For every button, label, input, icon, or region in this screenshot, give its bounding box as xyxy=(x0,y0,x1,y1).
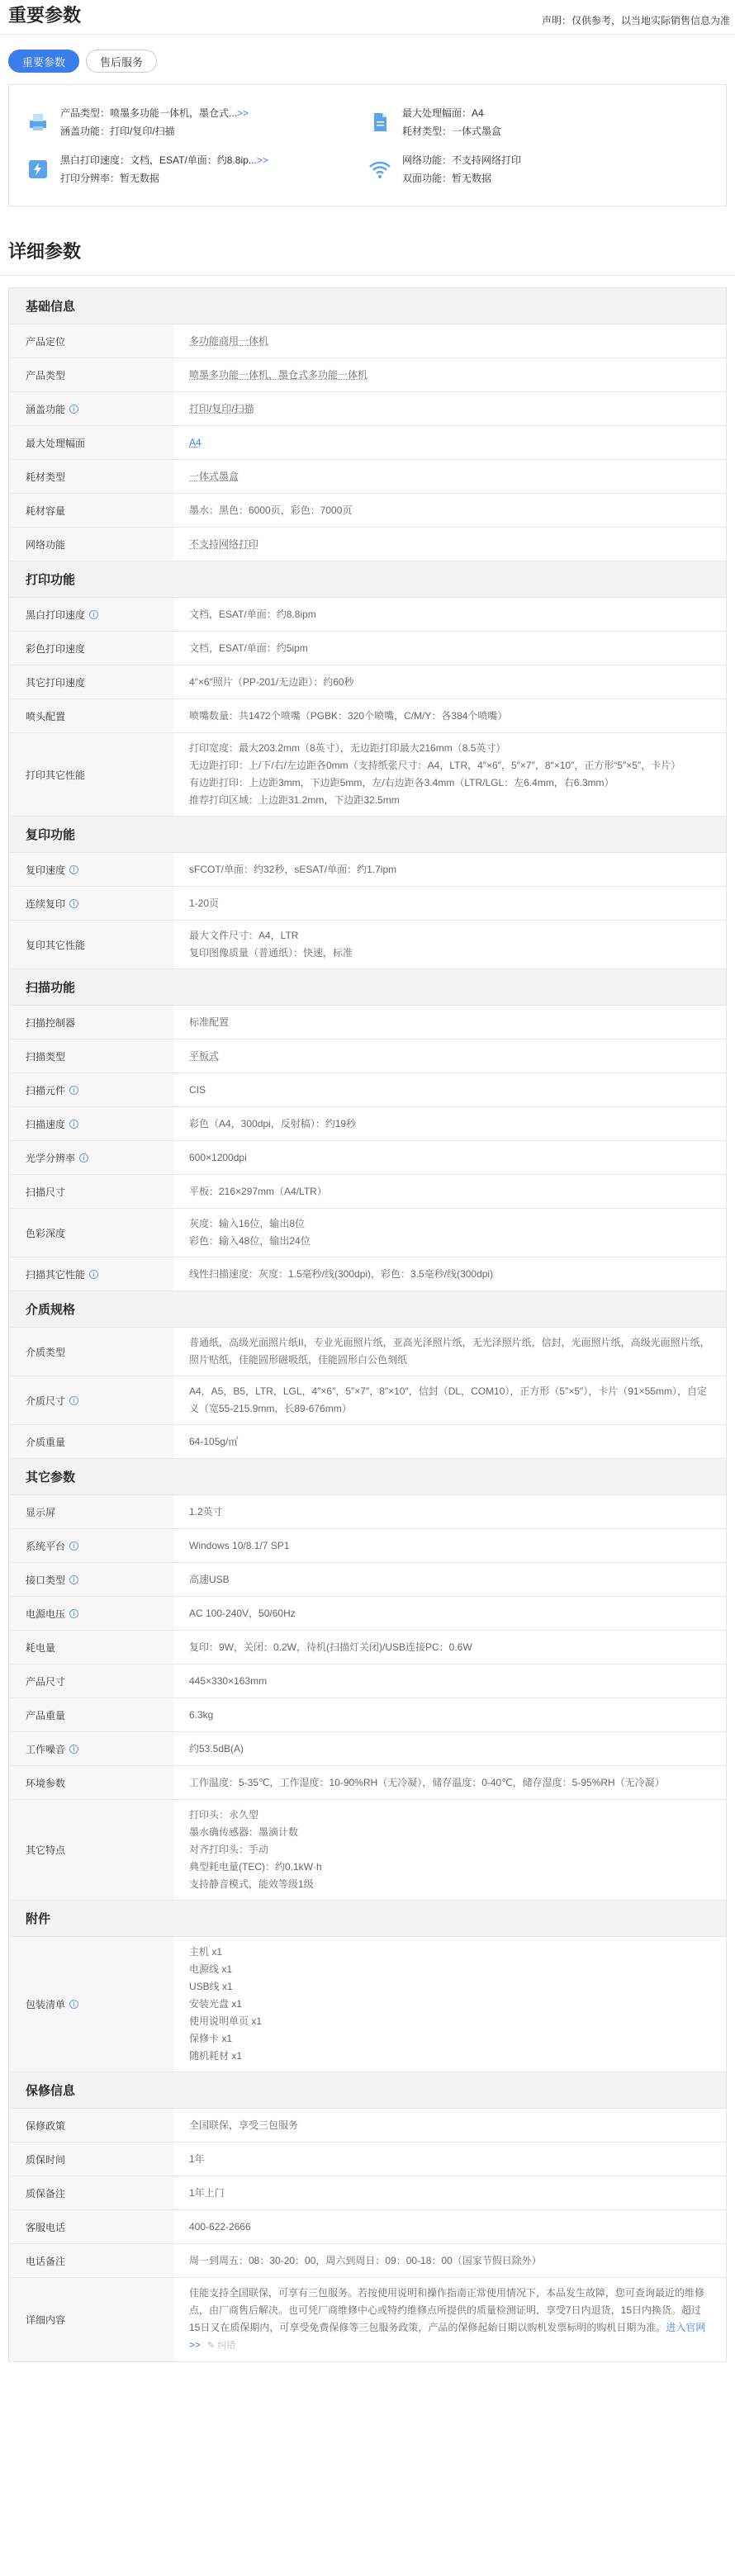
page-title: 重要参数 xyxy=(8,5,82,26)
param-row xyxy=(9,528,726,561)
param-label xyxy=(9,1107,174,1140)
summary-panel xyxy=(8,84,727,206)
param-row xyxy=(9,1495,726,1529)
info-icon[interactable]: i xyxy=(69,1086,78,1095)
param-label xyxy=(9,1698,174,1731)
info-icon[interactable]: i xyxy=(69,899,78,908)
param-value xyxy=(174,2109,726,2142)
param-label xyxy=(9,1937,174,2072)
param-value-line: 有边距打印：上边距3mm，下边距5mm，左/右边距各3.4mm（LTR/LGL：左6.4mm，右6.3mm） xyxy=(189,777,614,788)
param-label-text: 喷头配置 xyxy=(26,710,66,722)
param-label xyxy=(9,2278,174,2361)
param-row xyxy=(9,1597,726,1631)
param-label xyxy=(9,1766,174,1799)
report-error-link[interactable] xyxy=(207,2341,235,2351)
param-label-text: 工作噪音 xyxy=(26,1743,66,1755)
param-label xyxy=(9,460,174,493)
param-value-line[interactable]: 打印/复印/扫描 xyxy=(189,402,254,414)
param-value-line: 使用说明单页 x1 xyxy=(189,2015,263,2027)
param-row xyxy=(9,2244,726,2278)
param-value xyxy=(174,1529,726,1562)
tab-after-sales[interactable]: 售后服务 xyxy=(86,50,157,73)
param-value-line[interactable]: A4 xyxy=(189,436,202,448)
param-label-text: 耗材类型 xyxy=(26,471,66,483)
param-label xyxy=(9,2176,174,2209)
param-row xyxy=(9,494,726,528)
top-header xyxy=(0,0,735,35)
param-value-line: 445×330×163mm xyxy=(189,1674,268,1687)
param-value xyxy=(174,1107,726,1140)
param-value-line: 1年 xyxy=(189,2152,205,2165)
summary-resolution-text: 打印分辨率：暂无数据 xyxy=(60,173,160,184)
param-value xyxy=(174,1597,726,1630)
summary-item-network xyxy=(368,145,709,192)
info-icon[interactable]: i xyxy=(79,1153,88,1163)
param-label-text: 接口类型 xyxy=(26,1574,66,1586)
param-value xyxy=(174,2143,726,2176)
param-row xyxy=(9,1766,726,1800)
param-label-text: 耗电量 xyxy=(26,1641,56,1654)
param-value xyxy=(174,665,726,698)
param-value-line: 复印图像质量（普通纸）：快速，标准 xyxy=(189,947,353,959)
param-value-line: 打印头：永久型 xyxy=(189,1809,259,1821)
param-label xyxy=(9,1425,174,1458)
summary-type-text: 产品类型：喷墨多功能一体机，墨仓式... xyxy=(60,107,238,119)
param-value-line: 推荐打印区域：上边距31.2mm，下边距32.5mm xyxy=(189,794,400,806)
param-row xyxy=(9,1073,726,1107)
param-label-text: 环境参数 xyxy=(26,1777,66,1789)
param-label xyxy=(9,1529,174,1562)
param-label-text: 质保备注 xyxy=(26,2187,66,2200)
param-label xyxy=(9,392,174,425)
param-value-line: 安装光盘 x1 xyxy=(189,1998,243,2010)
param-value-line[interactable]: 一体式墨盒 xyxy=(189,470,239,482)
param-value-line: 600×1200dpi xyxy=(189,1151,247,1163)
param-label xyxy=(9,598,174,631)
param-value xyxy=(174,1800,726,1900)
param-label-text: 产品尺寸 xyxy=(26,1675,66,1688)
param-value xyxy=(174,921,726,968)
info-icon[interactable]: i xyxy=(69,2000,78,2009)
param-label xyxy=(9,324,174,358)
param-value-line: 对齐打印头：手动 xyxy=(189,1844,269,1855)
param-label-text: 扫描类型 xyxy=(26,1050,66,1063)
param-row xyxy=(9,1800,726,1901)
group-heading: 扫描功能 xyxy=(9,969,726,1006)
param-row xyxy=(9,1107,726,1141)
param-value-line: 佳能支持全国联保，可享有三包服务。若按使用说明和操作指南正常使用情况下，本品发生故障，您可查询最近的维修点，由厂商售后解决。也可凭厂商维修中心或特约维修点所提供的质量检测证明，享受7日内退货，15日内换货。超过15日又在质保期内，可享受免费保修等三包服务政策，产品的保修起始日期以购机发票标明的购机日期为准。 xyxy=(189,2287,705,2333)
param-value xyxy=(174,1732,726,1765)
param-label-text: 介质重量 xyxy=(26,1436,66,1448)
param-row xyxy=(9,1631,726,1664)
summary-network-text: 网络功能：不支持网络打印 xyxy=(402,154,522,166)
summary-item-type xyxy=(26,98,368,145)
param-value-line: 文档，ESAT/单面：约8.8ipm xyxy=(189,608,316,620)
param-label xyxy=(9,1732,174,1765)
param-label xyxy=(9,1328,174,1376)
param-row xyxy=(9,1039,726,1073)
param-value-line: Windows 10/8.1/7 SP1 xyxy=(189,1539,290,1551)
param-value-line: 4″×6″照片（PP-201/无边距）：约60秒 xyxy=(189,675,354,688)
summary-duplex-text: 双面功能：暂无数据 xyxy=(402,173,492,184)
summary-item-size xyxy=(368,98,709,145)
summary-size-text: 最大处理幅面：A4 xyxy=(402,107,484,119)
param-value-line: 彩色（A4，300dpi，反射稿）：约19秒 xyxy=(189,1117,357,1129)
param-value xyxy=(174,2278,726,2361)
param-label-text: 系统平台 xyxy=(26,1540,66,1552)
param-label xyxy=(9,2109,174,2142)
param-label-text: 扫描其它性能 xyxy=(26,1268,86,1281)
disclaimer-note: 声明：仅供参考，以当地实际销售信息为准 xyxy=(541,15,730,26)
param-value xyxy=(174,2244,726,2277)
param-row xyxy=(9,1563,726,1597)
info-icon[interactable]: i xyxy=(69,405,78,414)
param-value-line[interactable]: 多功能商用一体机 xyxy=(189,334,269,347)
param-label xyxy=(9,699,174,732)
param-label-text: 扫描元件 xyxy=(26,1084,66,1096)
param-label xyxy=(9,2210,174,2243)
param-label-text: 彩色打印速度 xyxy=(26,642,86,655)
param-label-text: 产品定位 xyxy=(26,335,66,348)
param-row xyxy=(9,1529,726,1563)
param-label-text: 涵盖功能 xyxy=(26,403,66,415)
param-value-line: 线性扫描速度：灰度：1.5毫秒/线(300dpi)，彩色：3.5毫秒/线(300dpi) xyxy=(189,1267,494,1280)
param-label-text: 扫描速度 xyxy=(26,1118,66,1130)
param-row xyxy=(9,1141,726,1175)
param-value xyxy=(174,1376,726,1424)
info-icon[interactable]: i xyxy=(69,1745,78,1754)
param-row xyxy=(9,1175,726,1209)
param-value-line: 周一到周五：08：30-20：00，周六到周日：09：00-18：00（国家节假日除外） xyxy=(189,2254,542,2266)
param-label xyxy=(9,2244,174,2277)
param-value-line: 彩色：输入48位，输出24位 xyxy=(189,1235,311,1247)
param-label-text: 扫描控制器 xyxy=(26,1016,76,1029)
wifi-icon xyxy=(368,157,392,182)
param-row xyxy=(9,699,726,733)
param-label xyxy=(9,1495,174,1528)
param-value xyxy=(174,1495,726,1528)
document-icon xyxy=(368,110,392,135)
info-icon[interactable]: i xyxy=(69,865,78,874)
param-row xyxy=(9,1937,726,2072)
param-value-line: CIS xyxy=(189,1083,206,1096)
param-label-text: 详细内容 xyxy=(26,2314,66,2326)
param-value-line: 墨水确传感器：墨滴计数 xyxy=(189,1826,299,1838)
param-value xyxy=(174,1006,726,1039)
edit-icon: ✎ xyxy=(207,2341,218,2351)
param-value xyxy=(174,632,726,665)
param-label-text: 打印其它性能 xyxy=(26,769,86,781)
param-label-text: 质保时间 xyxy=(26,2153,66,2166)
param-row xyxy=(9,853,726,887)
param-label-text: 复印速度 xyxy=(26,864,66,876)
param-label xyxy=(9,853,174,886)
param-label xyxy=(9,1141,174,1174)
official-site-link[interactable]: 进入官网>> xyxy=(189,2322,706,2351)
param-value xyxy=(174,887,726,920)
param-value-line: 平板：216×297mm（A4/LTR） xyxy=(189,1185,327,1197)
param-row xyxy=(9,2278,726,2362)
param-value-line: 高速USB xyxy=(189,1573,230,1585)
param-label xyxy=(9,1800,174,1900)
info-icon[interactable]: i xyxy=(69,1609,78,1618)
param-value xyxy=(174,1073,726,1106)
param-label xyxy=(9,1039,174,1073)
group-heading: 其它参数 xyxy=(9,1459,726,1495)
param-value-line: 无边距打印：上/下/右/左边距各0mm（支持纸张尺寸：A4，LTR，4″×6″，5″×7″，8″×10″，正方形“5″×5″，卡片） xyxy=(189,760,681,771)
param-row xyxy=(9,1209,726,1257)
param-label xyxy=(9,1597,174,1630)
param-value xyxy=(174,1328,726,1376)
param-row xyxy=(9,358,726,392)
param-value-line: 电源线 x1 xyxy=(189,1963,233,1975)
param-label-text: 光学分辨率 xyxy=(26,1152,76,1164)
param-label xyxy=(9,2143,174,2176)
param-value xyxy=(174,1766,726,1799)
param-row xyxy=(9,1425,726,1459)
param-label xyxy=(9,1631,174,1664)
lightning-icon xyxy=(26,157,50,182)
param-label-text: 介质尺寸 xyxy=(26,1395,66,1407)
param-label xyxy=(9,1073,174,1106)
param-label-text: 电话备注 xyxy=(26,2255,66,2267)
param-row xyxy=(9,1698,726,1732)
group-heading: 附件 xyxy=(9,1901,726,1937)
param-value-line: 64-105g/㎡ xyxy=(189,1435,239,1447)
param-label xyxy=(9,887,174,920)
param-label xyxy=(9,1664,174,1698)
param-row xyxy=(9,392,726,426)
param-label-text: 包装清单 xyxy=(26,1999,66,2010)
summary-functions-text: 涵盖功能：打印/复印/扫描 xyxy=(60,125,175,137)
info-icon[interactable]: i xyxy=(89,1270,98,1279)
param-value-line: 喷嘴数量：共1472个喷嘴（PGBK：320个喷嘴，C/M/Y：各384个喷嘴） xyxy=(189,709,508,722)
param-value xyxy=(174,853,726,886)
param-row xyxy=(9,460,726,494)
param-value xyxy=(174,324,726,358)
param-label xyxy=(9,632,174,665)
param-value-line: 6.3kg xyxy=(189,1708,214,1721)
param-label xyxy=(9,1006,174,1039)
param-label-text: 网络功能 xyxy=(26,538,66,551)
param-value-line: 400-622-2666 xyxy=(189,2220,251,2233)
param-value xyxy=(174,1257,726,1290)
param-label-text: 复印其它性能 xyxy=(26,939,86,951)
param-label-text: 产品类型 xyxy=(26,369,66,381)
param-value-line: 打印宽度：最大203.2mm（8英寸），无边距打印最大216mm（8.5英寸） xyxy=(189,742,506,754)
param-value-line: 支持静音模式，能效等级1级 xyxy=(189,1878,314,1890)
param-value xyxy=(174,1698,726,1731)
param-value xyxy=(174,2210,726,2243)
param-value xyxy=(174,426,726,459)
info-icon[interactable]: i xyxy=(69,1541,78,1551)
param-value-line: 1-20页 xyxy=(189,897,220,909)
param-value xyxy=(174,1563,726,1596)
param-label xyxy=(9,1175,174,1208)
param-label-text: 客服电话 xyxy=(26,2221,66,2233)
param-value-line: 1.2英寸 xyxy=(189,1505,223,1518)
param-label xyxy=(9,1563,174,1596)
param-label xyxy=(9,921,174,968)
tab-bar xyxy=(0,35,735,84)
param-value-line: 灰度：输入16位，输出8位 xyxy=(189,1218,306,1229)
param-table xyxy=(8,287,727,2362)
param-value-line: A4，A5，B5，LTR，LGL，4″×6″，5″×7″，8″×10″，信封（DL，COM10），正方形（5″×5″），卡片（91×55mm），自定义（宽55-215.9mm，长89-676mm） xyxy=(189,1385,707,1414)
param-label xyxy=(9,1257,174,1290)
summary-consumable-text: 耗材类型：一体式墨盒 xyxy=(402,125,502,137)
param-value-line: 工作温度：5-35℃，工作湿度：10-90%RH（无冷凝），储存温度：0-40℃，储存湿度：5-95%RH（无冷凝） xyxy=(189,1776,665,1788)
param-value xyxy=(174,494,726,527)
info-icon[interactable]: i xyxy=(69,1396,78,1405)
param-value xyxy=(174,699,726,732)
param-value-line: 保修卡 x1 xyxy=(189,2033,233,2044)
param-row xyxy=(9,2210,726,2244)
param-row xyxy=(9,2176,726,2210)
group-heading: 复印功能 xyxy=(9,817,726,853)
param-row xyxy=(9,632,726,665)
info-icon[interactable]: i xyxy=(69,1120,78,1129)
param-label-text: 耗材容量 xyxy=(26,504,66,517)
param-row xyxy=(9,1732,726,1766)
param-value-line: 典型耗电量(TEC)：约0.1kW·h xyxy=(189,1861,322,1873)
detail-section-title: 详细参数 xyxy=(0,206,735,276)
param-value xyxy=(174,1209,726,1257)
param-value xyxy=(174,1664,726,1698)
param-label-text: 显示屏 xyxy=(26,1506,56,1518)
param-value-line: 随机耗材 x1 xyxy=(189,2050,243,2062)
param-value xyxy=(174,1631,726,1664)
param-label-text: 电源电压 xyxy=(26,1608,66,1620)
param-row xyxy=(9,887,726,921)
param-value xyxy=(174,1039,726,1073)
param-value xyxy=(174,1175,726,1208)
param-value-line: sFCOT/单面：约32秒，sESAT/单面：约1.7ipm xyxy=(189,863,397,875)
param-row xyxy=(9,733,726,817)
param-value xyxy=(174,2176,726,2209)
param-value-line: AC 100-240V，50/60Hz xyxy=(189,1607,296,1619)
param-value xyxy=(174,460,726,493)
param-value xyxy=(174,1937,726,2072)
param-label xyxy=(9,1376,174,1424)
param-value-line: 标准配置 xyxy=(189,1016,230,1028)
param-row xyxy=(9,1328,726,1376)
param-value-line: 墨水：黑色：6000页，彩色：7000页 xyxy=(189,504,353,516)
param-value xyxy=(174,598,726,631)
group-heading: 介质规格 xyxy=(9,1291,726,1328)
param-label xyxy=(9,426,174,459)
group-heading: 基础信息 xyxy=(9,288,726,324)
param-row xyxy=(9,1257,726,1291)
printer-icon xyxy=(26,110,50,135)
summary-type-more-link[interactable]: >> xyxy=(237,107,249,119)
param-label-text: 连续复印 xyxy=(26,897,66,910)
param-label xyxy=(9,1209,174,1257)
param-label xyxy=(9,665,174,698)
group-heading: 打印功能 xyxy=(9,561,726,598)
param-value-line: 主机 x1 xyxy=(189,1946,223,1958)
param-row xyxy=(9,1664,726,1698)
param-row xyxy=(9,426,726,460)
param-label-text: 扫描尺寸 xyxy=(26,1186,66,1198)
param-row xyxy=(9,2143,726,2176)
param-row xyxy=(9,921,726,969)
param-label-text: 介质类型 xyxy=(26,1346,66,1358)
param-value-line: 普通纸，高级光面照片纸II，专业光面照片纸，亚高光泽照片纸，无光泽照片纸，信封，光面照片纸，高级光面照片纸，照片贴纸，佳能圆形磁吸纸，佳能圆形白公色刻纸 xyxy=(189,1337,710,1366)
param-label xyxy=(9,358,174,391)
summary-item-speed xyxy=(26,145,368,192)
param-row xyxy=(9,1006,726,1039)
param-value xyxy=(174,733,726,816)
param-value xyxy=(174,1141,726,1174)
param-value xyxy=(174,358,726,391)
param-value-line[interactable]: 平板式 xyxy=(189,1049,220,1062)
param-value-line: 全国联保，享受三包服务 xyxy=(189,2119,299,2131)
param-row xyxy=(9,665,726,699)
param-value-line: 文档，ESAT/单面：约5ipm xyxy=(189,642,308,654)
param-value xyxy=(174,1425,726,1458)
param-label-text: 其它特点 xyxy=(26,1844,66,1856)
param-label-text: 色彩深度 xyxy=(26,1227,66,1239)
info-icon[interactable]: i xyxy=(89,610,98,619)
param-value-line[interactable]: 喷墨多功能一体机，墨仓式多功能一体机 xyxy=(189,368,368,381)
param-label-text: 其它打印速度 xyxy=(26,676,86,689)
param-label xyxy=(9,528,174,561)
group-heading: 保修信息 xyxy=(9,2072,726,2109)
param-label-text: 产品重量 xyxy=(26,1709,66,1721)
param-label-text: 黑白打印速度 xyxy=(26,608,86,621)
param-label xyxy=(9,733,174,816)
param-value-line: 复印：9W，关闭：0.2W，待机(扫描灯关闭)/USB连接PC：0.6W xyxy=(189,1641,472,1653)
param-value-line: 1年上门 xyxy=(189,2186,225,2199)
summary-speed-text: 黑白打印速度：文档，ESAT/单面：约8.8ip... xyxy=(60,154,257,166)
param-row xyxy=(9,598,726,632)
param-row xyxy=(9,324,726,358)
param-value-line: 最大文件尺寸：A4，LTR xyxy=(189,930,299,941)
summary-speed-more-link[interactable]: >> xyxy=(256,154,268,166)
param-value-line: USB线 x1 xyxy=(189,1981,233,1992)
param-value-line: 约53.5dB(A) xyxy=(189,1742,244,1754)
param-label xyxy=(9,494,174,527)
param-label-text: 最大处理幅面 xyxy=(26,437,86,449)
param-value xyxy=(174,528,726,561)
report-error-label[interactable]: 纠错 xyxy=(217,2341,236,2351)
param-row xyxy=(9,2109,726,2143)
tab-key-params[interactable]: 重要参数 xyxy=(8,50,79,73)
param-value xyxy=(174,392,726,425)
info-icon[interactable]: i xyxy=(69,1575,78,1584)
param-row xyxy=(9,1376,726,1425)
param-value-line[interactable]: 不支持网络打印 xyxy=(189,537,259,550)
param-label-text: 保修政策 xyxy=(26,2119,66,2132)
